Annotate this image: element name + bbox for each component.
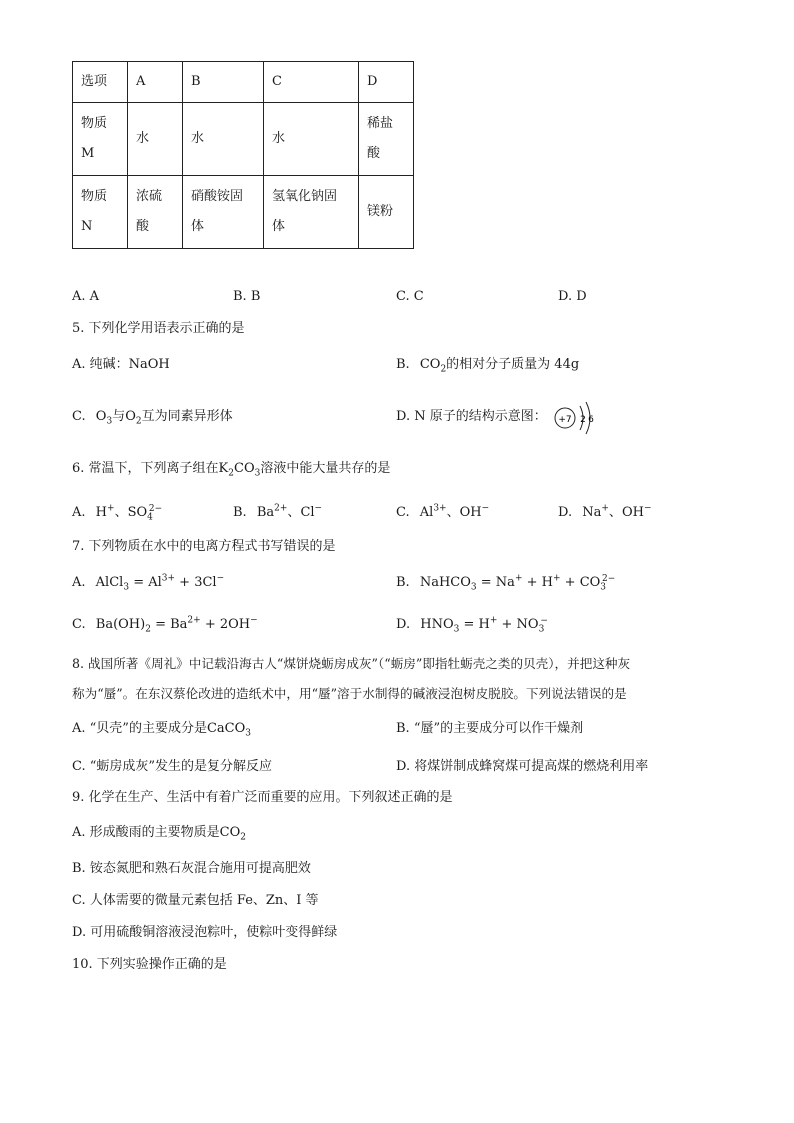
q7-option-d — [396, 616, 548, 634]
q6-d-ion1: Na — [582, 505, 602, 520]
q5-b-formula-text: CO — [419, 357, 441, 372]
q6-a-ions — [95, 503, 163, 523]
header-option: 选项 — [73, 62, 128, 103]
q8-option-c: C. “蛎房成灰”发生的是复分解反应 — [72, 759, 273, 774]
q5-option-c — [72, 408, 233, 426]
q6-c-ion2: OH — [459, 505, 482, 520]
cell-b-m: 水 — [183, 103, 264, 176]
header-b: B — [183, 62, 264, 103]
cell-c-n-line2: 体 — [272, 219, 286, 234]
cell-a-n — [128, 176, 183, 249]
q7-stem: 7. 下列物质在水中的电离方程式书写错误的是 — [72, 539, 336, 554]
q6-c-prefix: C. — [396, 505, 410, 520]
q6-k: K — [218, 461, 229, 476]
q6-a-ion1: H — [95, 505, 108, 520]
q9-a-formula — [219, 825, 246, 843]
row-m-label — [73, 103, 128, 176]
q6-option-b — [233, 504, 322, 522]
cell-b-n-line2: 体 — [191, 219, 205, 234]
cell-a-n-line2: 酸 — [136, 219, 150, 234]
q4-option-c: C. C — [396, 289, 424, 304]
q6-stem-prefix: 6. 常温下，下列离子组在 — [72, 461, 219, 476]
q5-c-formula2 — [125, 409, 142, 427]
q6-stem — [72, 460, 390, 478]
q5-c-mid: 与 — [112, 409, 126, 424]
q6-d-prefix: D. — [558, 505, 573, 520]
q6-b-prefix: B. — [233, 505, 247, 520]
cell-c-m: 水 — [264, 103, 359, 176]
q6-c-ion1-sup: 3+ — [433, 503, 447, 514]
header-d: D — [359, 62, 414, 103]
cell-b-n — [183, 176, 264, 249]
q4-option-a: A. A — [72, 289, 100, 304]
q5-c-s1: 3 — [106, 416, 113, 427]
table-row-n — [73, 176, 414, 249]
q5-stem: 5. 下列化学用语表示正确的是 — [72, 321, 245, 336]
q6-a-prefix: A. — [72, 505, 86, 520]
cell-a-m: 水 — [128, 103, 183, 176]
q6-a-ion1-sup: + — [107, 503, 115, 514]
q7-option-b — [396, 574, 615, 592]
q6-d-ion1-sup: + — [601, 503, 609, 514]
cell-c-n — [264, 176, 359, 249]
q5-option-a: A. 纯碱：NaOH — [72, 357, 170, 372]
q6-b-ion2-sup: − — [314, 503, 323, 514]
q7-b-equation: NaHCO$_3$ = $Na^+ + H^+ + CO_3^{2-}$ — [419, 573, 616, 593]
q9-option-a — [72, 824, 246, 842]
cell-d-m-line1: 稀盐 — [367, 116, 394, 131]
q8-a-formula — [206, 721, 251, 739]
q5-c-text: 互为同素异形体 — [141, 409, 233, 424]
q5-option-b — [396, 356, 579, 374]
table-row-m — [73, 103, 414, 176]
q6-d-ion2: OH — [621, 505, 644, 520]
q6-a-sep: 、 — [114, 505, 128, 520]
electron-count-1: 2 — [580, 415, 586, 425]
q6-a-ion2-sup: 2− — [148, 503, 163, 514]
row-n-label-line1: 物质 — [81, 189, 108, 204]
q7-option-a — [72, 574, 224, 592]
table-header-row — [73, 62, 414, 103]
cell-c-n-line1: 氢氧化钠固 — [272, 189, 338, 204]
q8-a-formula-sub: 3 — [245, 728, 251, 739]
q9-a-text: A. 形成酸雨的主要物质是 — [72, 825, 220, 840]
q6-stem-formula — [218, 461, 261, 479]
atom-nucleus-label: +7 — [558, 415, 572, 425]
q8-option-a — [72, 720, 251, 738]
row-n-label-line2: N — [81, 219, 93, 234]
row-m-label-line2: M — [81, 146, 95, 161]
q9-a-formula-sub: 2 — [240, 832, 246, 843]
q5-c-f1: O — [95, 409, 107, 424]
cell-d-m-line2: 酸 — [367, 146, 381, 161]
q6-d-ions — [582, 505, 651, 520]
q6-option-d — [558, 504, 651, 522]
q8-a-formula-text: CaCO — [206, 721, 246, 736]
q10-stem: 10. 下列实验操作正确的是 — [72, 957, 227, 972]
header-a: A — [128, 62, 183, 103]
q5-b-text: 的相对分子质量为 44g — [446, 357, 580, 372]
q8-option-b: B. “蜃”的主要成分可以作干燥剂 — [396, 721, 584, 736]
cell-a-n-line1: 浓硫 — [136, 189, 163, 204]
q6-k-sub: 2 — [228, 468, 234, 479]
row-n-label — [73, 176, 128, 249]
q6-d-sep: 、 — [608, 505, 622, 520]
q5-b-formula — [419, 357, 447, 375]
q5-c-f2: O — [125, 409, 136, 424]
cell-d-n: 镁粉 — [359, 176, 414, 249]
q6-b-ions — [257, 505, 322, 520]
q6-b-ion1-sup: 2+ — [274, 503, 288, 514]
q6-co-sub: 3 — [254, 468, 261, 479]
q6-b-ion1: Ba — [256, 505, 275, 520]
substance-table — [72, 61, 414, 249]
q9-option-c: C. 人体需要的微量元素包括 Fe、Zn、I 等 — [72, 893, 319, 908]
q7-b-prefix: B. — [396, 575, 410, 590]
q9-stem: 9. 化学在生产、生活中有着广泛而重要的应用。下列叙述正确的是 — [72, 790, 453, 805]
q6-option-c — [396, 504, 489, 522]
q6-co: CO — [234, 461, 255, 476]
q6-a-ion2-sub: 4 — [147, 512, 153, 523]
q7-a-prefix: A. — [72, 575, 86, 590]
q5-b-formula-sub: 2 — [440, 364, 447, 375]
q6-c-ions — [420, 505, 489, 520]
cell-b-n-line1: 硝酸铵固 — [191, 189, 244, 204]
q9-a-formula-text: CO — [219, 825, 241, 840]
q8-option-d: D. 将煤饼制成蜂窝煤可提高煤的燃烧利用率 — [396, 759, 649, 774]
electron-count-2: 6 — [588, 415, 594, 425]
q6-a-ion2: SO — [127, 505, 148, 520]
q5-option-d: D. N 原子的结构示意图： — [396, 409, 547, 424]
q6-c-ion2-sup: − — [481, 503, 490, 514]
nitrogen-atom-diagram — [550, 398, 602, 438]
q6-b-ion2: Cl — [300, 505, 315, 520]
q7-d-equation: $HNO_3 = H^+ + NO_3^-$ — [420, 615, 548, 635]
q8-a-text: A. “贝壳”的主要成分是 — [72, 721, 207, 736]
q5-b-prefix: B. — [396, 357, 410, 372]
q5-c-prefix: C. — [72, 409, 86, 424]
q6-b-sep: 、 — [287, 505, 301, 520]
q6-option-a — [72, 504, 162, 522]
q4-option-b: B. B — [233, 289, 261, 304]
q6-c-sep: 、 — [446, 505, 460, 520]
q5-c-formula1 — [95, 409, 113, 427]
q8-stem-line1: 8. 战国所著《周礼》中记载沿海古人“煤饼烧蛎房成灰”（“蛎房”即指牡蛎壳之类的贝壳），并把这种灰 — [72, 656, 631, 671]
q9-option-b: B. 铵态氮肥和熟石灰混合施用可提高肥效 — [72, 861, 311, 876]
q7-c-equation: $Ba(OH)_2 = Ba^{2+} + 2OH^-$ — [95, 615, 258, 635]
q9-option-d: D. 可用硫酸铜溶液浸泡粽叶，使粽叶变得鲜绿 — [72, 925, 338, 940]
q5-c-s2: 2 — [135, 416, 142, 427]
q6-c-ion1: Al — [419, 505, 434, 520]
q6-stem-suffix: 溶液中能大量共存的是 — [260, 461, 391, 476]
header-c: C — [264, 62, 359, 103]
q7-a-equation: AlCl$_3$ = $Al^{3+} + 3Cl^-$ — [95, 573, 225, 593]
row-m-label-line1: 物质 — [81, 116, 108, 131]
q6-d-ion2-sup: − — [643, 503, 652, 514]
q4-option-d: D. D — [558, 289, 587, 304]
cell-d-m — [359, 103, 414, 176]
q7-option-c — [72, 616, 258, 634]
q7-d-prefix: D. — [396, 617, 411, 632]
q8-stem-line2: 称为“蜃”。在东汉蔡伦改进的造纸术中，用“蜃”溶于水制得的碱液浸泡树皮脱胶。下列说法错误的是 — [72, 686, 627, 701]
q7-c-prefix: C. — [72, 617, 86, 632]
